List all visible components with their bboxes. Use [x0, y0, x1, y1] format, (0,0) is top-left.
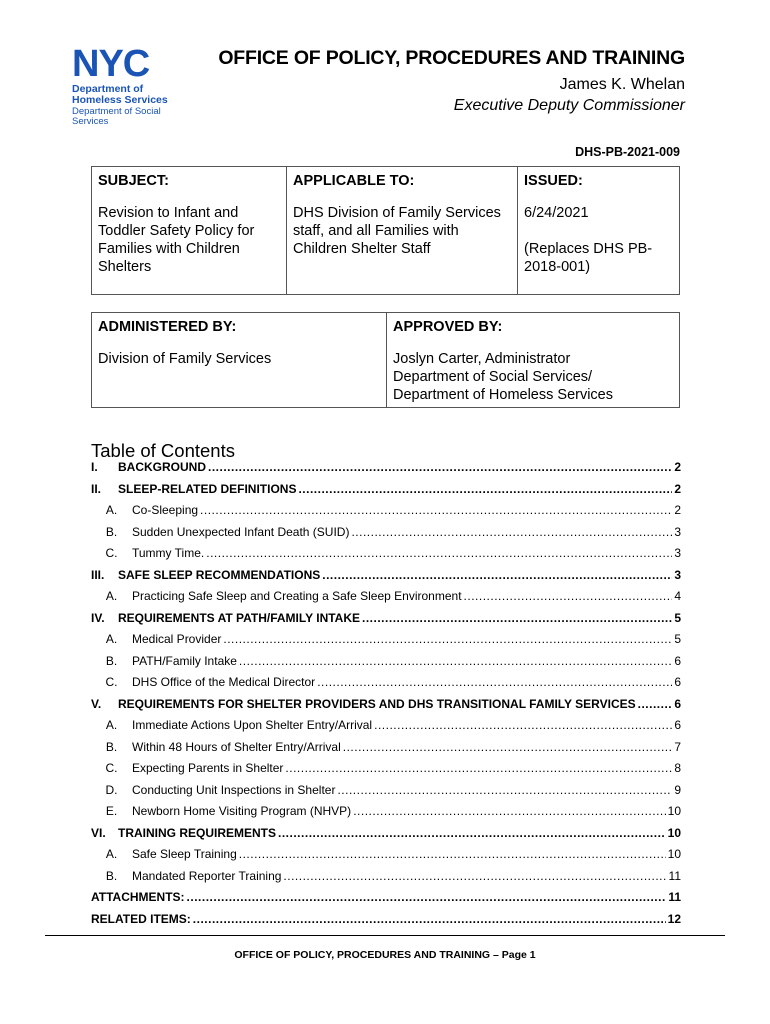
toc-title: Table of Contents	[91, 440, 235, 461]
toc-entry-label: Mandated Reporter Training	[132, 868, 282, 883]
toc-entry-number: E.	[105, 804, 118, 818]
toc-entry-page: 10	[667, 825, 681, 840]
toc-entry-leader	[374, 718, 672, 732]
toc-entry-page: 10	[667, 847, 681, 861]
executive-name: James K. Whelan	[559, 76, 685, 93]
toc-entry-number: A.	[105, 503, 118, 517]
toc-entry[interactable]	[91, 783, 681, 805]
toc-entry-page: 11	[668, 890, 681, 904]
toc-entry[interactable]	[91, 546, 681, 568]
toc-entry-leader	[187, 890, 667, 904]
toc-entry-leader	[193, 912, 666, 926]
toc-entry[interactable]	[91, 718, 681, 740]
toc-entry-number: II.	[91, 481, 102, 496]
toc-entry-leader	[223, 632, 672, 646]
toc-entry-leader	[464, 589, 673, 603]
toc-entry-number: III.	[91, 567, 105, 582]
toc-entry-label: DHS Office of the Medical Director	[132, 675, 316, 689]
toc-entry-leader	[351, 525, 672, 539]
toc-entry-number: I.	[91, 460, 98, 474]
admin-table	[91, 312, 680, 408]
toc-entry-page: 4	[674, 589, 681, 603]
toc-entry-number: B.	[105, 868, 118, 883]
subject-cell	[92, 167, 287, 295]
table-of-contents	[91, 460, 681, 933]
toc-entry[interactable]	[91, 568, 681, 590]
toc-entry[interactable]	[91, 654, 681, 676]
toc-entry-label: TRAINING REQUIREMENTS	[118, 825, 277, 840]
toc-entry-label: Newborn Home Visiting Program (NHVP)	[132, 804, 352, 818]
toc-entry-label: Medical Provider	[132, 632, 222, 646]
toc-entry-label: Expecting Parents in Shelter	[132, 761, 284, 775]
nyc-logo-mark	[72, 46, 167, 80]
toc-entry-number: A.	[105, 847, 118, 861]
toc-entry-leader	[337, 783, 672, 797]
toc-entry-page: 5	[674, 632, 681, 646]
toc-entry[interactable]	[91, 804, 681, 826]
toc-entry[interactable]	[91, 869, 681, 891]
toc-entry-leader	[278, 826, 666, 840]
toc-entry-page: 10	[667, 804, 681, 818]
toc-entry-number: VI.	[91, 825, 106, 840]
toc-entry-leader	[208, 460, 672, 474]
toc-entry-page: 2	[674, 460, 681, 474]
administered-cell	[92, 313, 387, 408]
toc-entry-label: Immediate Actions Upon Shelter Entry/Arrival	[132, 718, 373, 732]
toc-entry-leader	[283, 869, 666, 883]
toc-entry-number: IV.	[91, 610, 105, 625]
toc-entry-leader	[200, 503, 672, 517]
toc-entry-leader	[343, 740, 673, 754]
toc-entry[interactable]	[91, 826, 681, 848]
toc-entry[interactable]	[91, 525, 681, 547]
toc-entry[interactable]	[91, 890, 681, 912]
footer-divider	[45, 935, 725, 936]
toc-entry-page: 8	[674, 761, 681, 775]
toc-entry-page: 2	[674, 503, 681, 517]
toc-entry-leader	[239, 847, 666, 861]
toc-entry-page: 3	[674, 546, 681, 560]
toc-entry-label: BACKGROUND	[118, 460, 206, 474]
toc-entry-page: 6	[674, 653, 681, 668]
toc-entry-number: A.	[105, 632, 118, 646]
toc-entry-leader	[638, 697, 673, 711]
toc-entry[interactable]	[91, 847, 681, 869]
toc-entry-page: 7	[674, 739, 681, 754]
toc-entry-number: A.	[105, 589, 118, 603]
toc-entry-leader	[317, 675, 672, 689]
toc-entry-page: 6	[674, 675, 681, 689]
toc-entry[interactable]	[91, 589, 681, 611]
toc-entry-label: Conducting Unit Inspections in Shelter	[132, 782, 336, 797]
toc-entry-label: ATTACHMENTS:	[91, 890, 185, 904]
toc-entry-page: 3	[674, 524, 681, 539]
toc-entry-label: SLEEP-RELATED DEFINITIONS	[118, 481, 297, 496]
toc-entry[interactable]	[91, 611, 681, 633]
executive-role: Executive Deputy Commissioner	[453, 97, 685, 114]
info-table	[91, 166, 680, 295]
toc-entry-leader	[353, 804, 665, 818]
toc-entry-page: 11	[668, 868, 681, 883]
toc-entry-leader	[285, 761, 672, 775]
toc-entry-label: REQUIREMENTS AT PATH/FAMILY INTAKE	[118, 610, 361, 625]
toc-entry[interactable]	[91, 482, 681, 504]
toc-entry-leader	[206, 546, 672, 560]
toc-entry[interactable]	[91, 460, 681, 482]
logo-department: Department of Homeless Services	[72, 83, 168, 106]
toc-entry-label: Safe Sleep Training	[132, 847, 237, 861]
toc-entry[interactable]	[91, 912, 681, 934]
toc-entry-label: Tummy Time.	[132, 546, 205, 560]
toc-entry-label: Sudden Unexpected Infant Death (SUID)	[132, 524, 350, 539]
toc-entry-page: 12	[667, 911, 681, 926]
issued-cell	[518, 167, 680, 295]
toc-entry-number: D.	[105, 782, 118, 797]
issued-label: ISSUED:	[524, 173, 583, 189]
approved-value: Joslyn Carter, Administrator Department of Social Services/ Department of Homeless Services	[393, 351, 613, 403]
toc-entry-page: 9	[674, 782, 681, 797]
nyc-dhs-logo	[72, 46, 182, 127]
toc-entry-number: B.	[105, 739, 118, 754]
toc-entry[interactable]	[91, 632, 681, 654]
toc-entry[interactable]	[91, 697, 681, 719]
toc-entry-label: Within 48 Hours of Shelter Entry/Arrival	[132, 739, 341, 754]
toc-entry-page: 2	[674, 481, 681, 496]
administered-label: ADMINISTERED BY:	[98, 319, 237, 335]
document-number: DHS-PB-2021-009	[575, 145, 680, 159]
toc-entry-number: C.	[105, 546, 118, 560]
toc-entry-page: 5	[674, 610, 681, 625]
page-footer: OFFICE OF POLICY, PROCEDURES AND TRAINING – Page 1	[234, 949, 536, 961]
toc-entry-label: REQUIREMENTS FOR SHELTER PROVIDERS AND DHS TRANSITIONAL FAMILY SERVICES	[118, 696, 636, 711]
approved-label: APPROVED BY:	[393, 319, 503, 335]
subject-value: Revision to Infant and Toddler Safety Policy for Families with Children Shelters	[98, 205, 255, 275]
toc-entry[interactable]	[91, 740, 681, 762]
toc-entry-label: SAFE SLEEP RECOMMENDATIONS	[118, 567, 321, 582]
toc-entry[interactable]	[91, 761, 681, 783]
applicable-value: DHS Division of Family Services staff, and all Families with Children Shelter Staff	[293, 205, 501, 257]
toc-entry-number: C.	[105, 675, 118, 689]
applicable-cell	[287, 167, 518, 295]
toc-entry-leader	[362, 611, 672, 625]
toc-entry-page: 6	[674, 718, 681, 732]
toc-entry-label: Co-Sleeping	[132, 503, 199, 517]
issued-value: 6/24/2021 (Replaces DHS PB- 2018-001)	[524, 205, 653, 275]
toc-entry-leader	[298, 482, 672, 496]
office-title: OFFICE OF POLICY, PROCEDURES AND TRAINING	[218, 47, 685, 69]
toc-entry-label: Practicing Safe Sleep and Creating a Safe Sleep Environment	[132, 589, 462, 603]
toc-entry-leader	[239, 654, 672, 668]
subject-label: SUBJECT:	[98, 173, 169, 189]
toc-entry-page: 6	[674, 696, 681, 711]
toc-entry-number: B.	[105, 653, 118, 668]
toc-entry-label: RELATED ITEMS:	[91, 911, 191, 926]
applicable-label: APPLICABLE TO:	[293, 173, 415, 189]
toc-entry-number: V.	[91, 696, 102, 711]
logo-subdepartment: Department of Social Services	[72, 106, 161, 127]
toc-entry-number: B.	[105, 524, 118, 539]
toc-entry-label: PATH/Family Intake	[132, 653, 237, 668]
toc-entry[interactable]	[91, 503, 681, 525]
approved-cell	[387, 313, 680, 408]
toc-entry-number: A.	[105, 718, 118, 732]
toc-entry-number: C.	[105, 761, 118, 775]
toc-entry-leader	[322, 568, 672, 582]
nyc-logo-text: NYC	[72, 46, 150, 80]
toc-entry-page: 3	[674, 567, 681, 582]
toc-entry[interactable]	[91, 675, 681, 697]
administered-value: Division of Family Services	[98, 351, 272, 367]
